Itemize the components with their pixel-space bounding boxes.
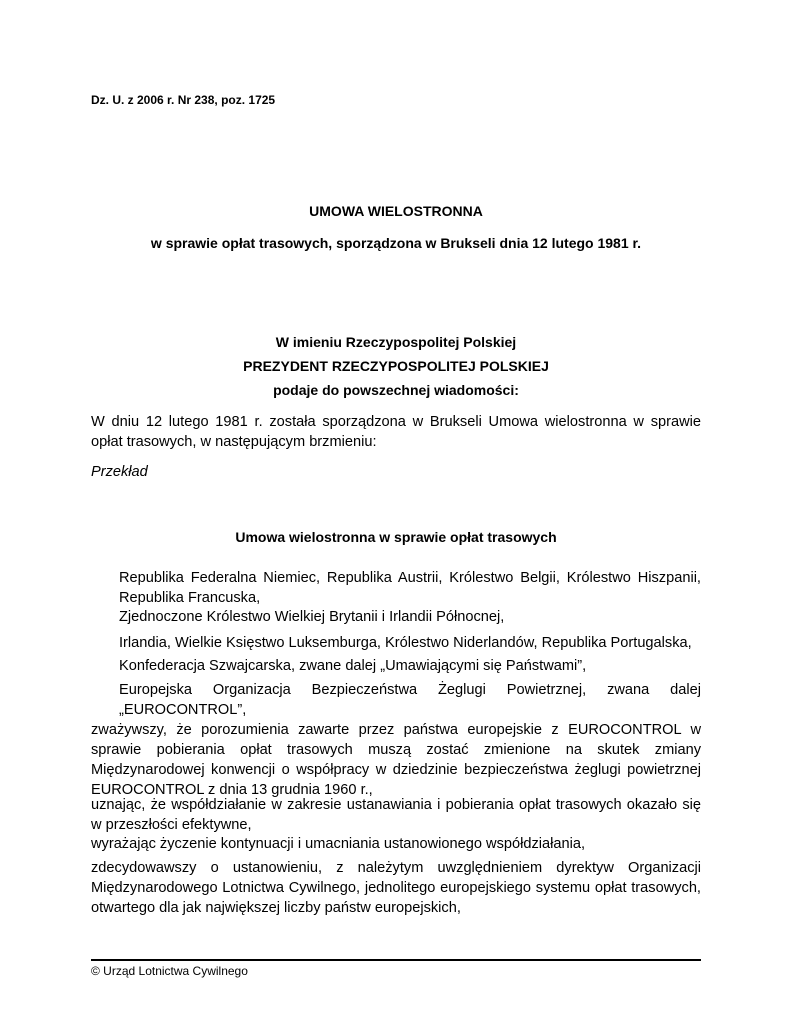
footer-copyright: © Urząd Lotnictwa Cywilnego [91,964,248,978]
recital-paragraph: wyrażając życzenie kontynuacji i umacniania ustanowionego współdziałania, [91,836,586,852]
document-subtitle: w sprawie opłat trasowych, sporządzona w Brukseli dnia 12 lutego 1981 r. [150,235,642,251]
intro-paragraph: W dniu 12 lutego 1981 r. została sporządzona w Brukseli Umowa wielostronna w sprawie opłat trasowych, w następującym brzmieniu: [91,414,701,450]
party-item: Zjednoczone Królestwo Wielkiej Brytanii i Irlandii Północnej, [119,609,505,625]
proclamation-line-3: podaje do powszechnej wiadomości: [273,382,519,398]
publication-reference: Dz. U. z 2006 r. Nr 238, poz. 1725 [91,93,276,107]
party-item: Konfederacja Szwajcarska, zwane dalej „Umawiającymi się Państwami”, [119,658,587,674]
document-title: UMOWA WIELOSTRONNA [309,203,483,219]
recital-paragraph: zdecydowawszy o ustanowieniu, z należytym uwzględnieniem dyrektyw Organizacji Międzynarodowego Lotnictwa Cywilnego, jednolitego europejskiego systemu opłat trasowych, otwartego dla jak największej liczby państw europejskich, [91,860,701,916]
proclamation-line-2: PREZYDENT RZECZYPOSPOLITEJ POLSKIEJ [243,358,549,374]
recital-paragraph: uznając, że współdziałanie w zakresie ustanawiania i pobierania opłat trasowych okazało się w przeszłości efektywne, [91,797,701,833]
footer-divider [91,959,701,961]
party-item: Republika Federalna Niemiec, Republika Austrii, Królestwo Belgii, Królestwo Hiszpanii, Republika Francuska, [119,570,701,606]
proclamation-line-1: W imieniu Rzeczypospolitej Polskiej [275,334,517,350]
recital-paragraph: zważywszy, że porozumienia zawarte przez państwa europejskie z EUROCONTROL w sprawie pobierania opłat trasowych muszą zostać zmienione na skutek zmiany Międzynarodowej konwencji o współpracy w dziedzinie bezpieczeństwa żeglugi powietrznej EUROCONTROL z dnia 13 grudnia 1960 r., [91,722,701,798]
party-item: Irlandia, Wielkie Księstwo Luksemburga, Królestwo Niderlandów, Republika Portugalska, [119,635,692,651]
party-item: Europejska Organizacja Bezpieczeństwa Żeglugi Powietrznej, zwana dalej „EUROCONTROL”, [119,682,701,718]
agreement-title: Umowa wielostronna w sprawie opłat trasowych [235,529,557,545]
translation-label: Przekład [91,464,148,480]
